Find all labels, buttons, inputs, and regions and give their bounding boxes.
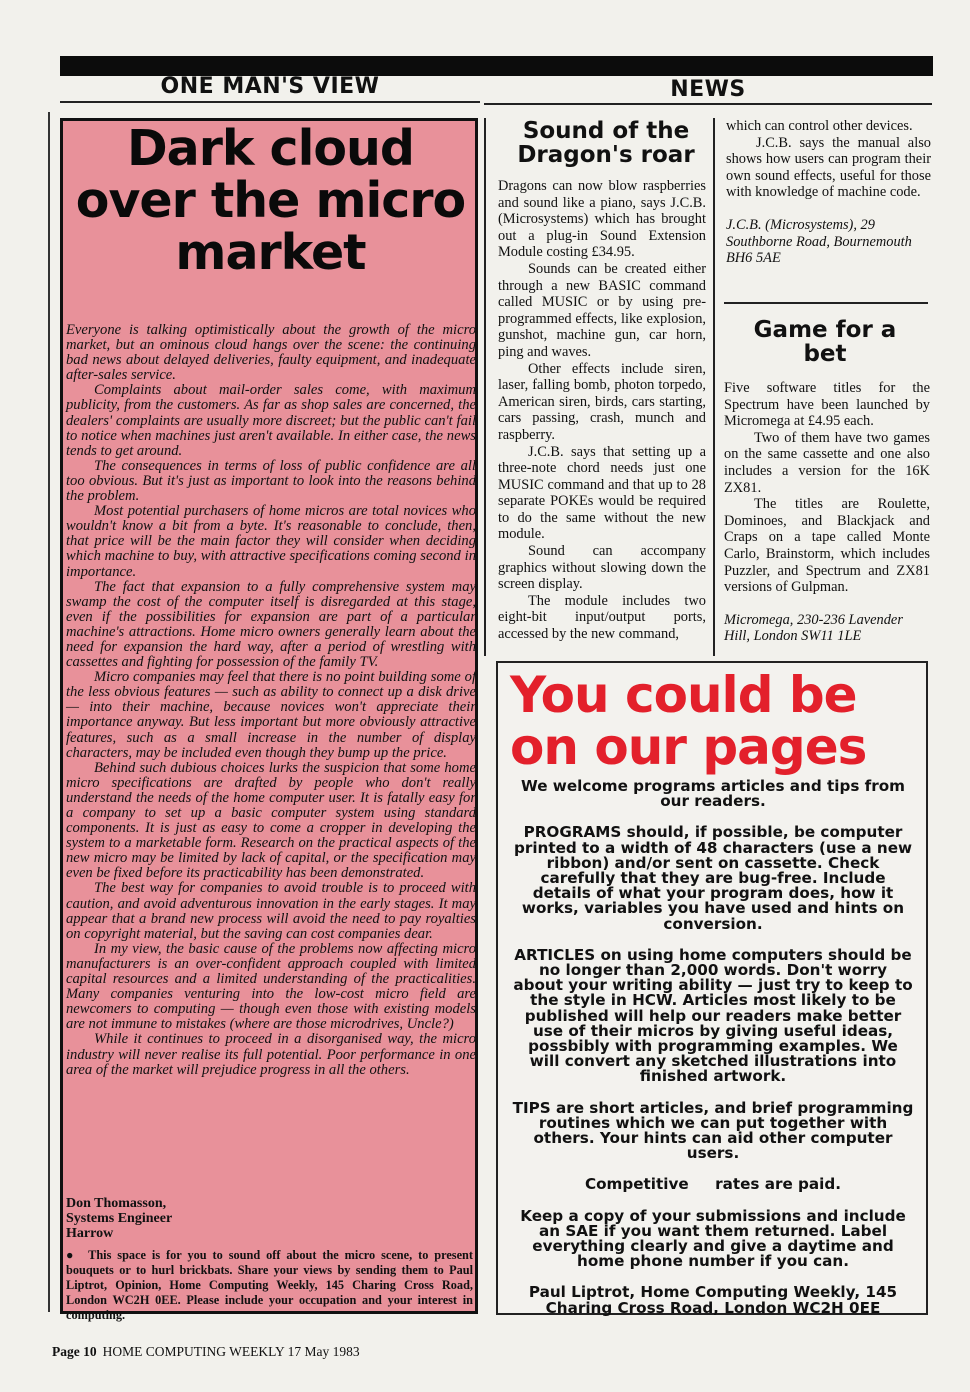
paragraph: The fact that expansion to a fully comprehensive system may swamp the cost of the computer itself is disregarded at this stage, even if the possibilities for expansion are part of a particular machine's attractions. Home micro owners generally learn about the need for expansion the hard way, after a period of wrestling with cassettes and fighting for possession of the family TV. — [66, 578, 476, 671]
top-bar — [60, 56, 933, 76]
author-name: Don Thomasson, — [66, 1196, 167, 1211]
paragraph: which can control other devices. — [726, 118, 913, 134]
bullet-icon: ● — [66, 1248, 89, 1262]
author-block — [66, 1196, 172, 1241]
paragraph: Most potential purchasers of home micros are total novices who wouldn't know a bit from a byte. It's reasonable to conclude, then, that price will be the main factor they will consider when deciding which machine to buy, with attractive specifications coming second in importance. — [66, 503, 476, 580]
opinion-box — [60, 118, 478, 1322]
ad-paragraph: Competitive rates are paid. — [584, 1175, 842, 1194]
news-body-dragon-continued — [726, 118, 931, 267]
ad-paragraph: PROGRAMS should, if possible, be computer printed to a width of 48 characters (use a new ribbon) and/or sent on cassette. Check carefully that they are bug-free. Include details of what your program does, how it works, variables you have used and hints on conversion. — [513, 823, 913, 933]
paragraph: Sounds can be created either through a new BASIC command called MUSIC or by using pre-programmed effects, like explosion, gunshot, machine gun, car horn, ping and waves. — [498, 260, 706, 360]
paragraph: The best way for companies to avoid trouble is to proceed with caution, and avoid adventurous innovation in the early stages. It may appear that a brand new process will avoid the need to pay royalties on copyright material, but the saving can cost companies dear. — [66, 880, 476, 942]
paragraph: The consequences in terms of loss of public confidence are all too obvious. But it's just as important to look into the reasons behind the problem. — [66, 457, 476, 505]
ad-title: You could be on our pages — [510, 666, 867, 776]
paragraph: Other effects include siren, laser, falling bomb, photon torpedo, American siren, birds, cars starting, cars passing, crash, munch and raspberry. — [498, 360, 706, 443]
divider — [60, 101, 480, 103]
news-address: Micromega, 230-236 Lavender Hill, London SW11 1LE — [724, 611, 903, 645]
news-headline-game: Game for a bet — [753, 317, 897, 367]
paragraph: J.C.B. says the manual also shows how users can program their own sound effects, useful for those with knowledge of machine code. — [726, 134, 931, 201]
paragraph: Dragons can now blow raspberries and sound like a piano, says J.C.B. (Microsystems) which has brought out a plug-in Sound Extension Module costing £34.95. — [498, 178, 706, 261]
divider — [48, 112, 50, 1312]
ad-content — [512, 779, 914, 1332]
ad-paragraph: Keep a copy of your submissions and include an SAE if you want them returned. Label everything clearly and give a daytime and home phone number if you can. — [520, 1206, 906, 1271]
divider — [724, 302, 928, 304]
page-footer — [52, 1344, 360, 1360]
news-address: J.C.B. (Microsystems), 29 Southborne Road, Bournemouth BH6 5AE — [726, 216, 912, 267]
divider — [713, 118, 715, 656]
section-heading-news: NEWS — [670, 77, 746, 102]
paragraph: Complaints about mail-order sales come, with maximum publicity, from the customers. As far as shop sales are concerned, the dealers' complaints are usually more discreet; but the public can't fail to notice when machines just aren't available. In either case, the news tends to get around. — [66, 382, 476, 459]
paragraph: J.C.B. says that setting up a three-note chord needs just one MUSIC command and that up to 28 separate POKEs would be required to do the same without the new module. — [498, 443, 706, 543]
paragraph: Sound can accompany graphics without slowing down the screen display. — [498, 543, 706, 593]
author-place: Harrow — [66, 1226, 114, 1241]
section-heading-opinion: ONE MAN'S VIEW — [160, 74, 380, 99]
ad-paragraph: TIPS are short articles, and brief programming routines which we can put together with others. Your hints can aid other computer users. — [512, 1098, 914, 1163]
ad-address: Paul Liptrot, Home Computing Weekly, 145 Charing Cross Road, London WC2H 0EE — [528, 1283, 898, 1317]
paragraph: Micro companies may feel that there is no point building some of the less obvious features — such as ability to connect up a disk drive — into their machine, because novices won't appreciate their importance anyway. But less important but more obviously attractive features, such as a small increase in the number of display characters, may be included even though they bump up the price. — [66, 669, 476, 761]
paragraph: Two of them have two games on the same cassette and one also includes a version for the 16K ZX81. — [724, 429, 930, 496]
paragraph: Everyone is talking optimistically about the growth of the micro market, but an ominous cloud hangs over the scene: the continuing bad news about delayed deliveries, faulty equipment, and inadequate after-sales service. — [66, 322, 476, 384]
news-body-dragon — [498, 178, 706, 643]
paragraph: The titles are Roulette, Dominoes, and Blackjack and Craps on a tape called Monte Carlo, Brainstorm, which includes Puzzler, and Spectrum and ZX81 versions of Gulpman. — [724, 496, 930, 596]
opinion-footnote — [66, 1248, 473, 1323]
page-number: Page 10 — [52, 1344, 97, 1359]
divider — [484, 118, 486, 656]
paragraph: The module includes two eight-bit input/output ports, accessed by the new command, — [498, 592, 706, 643]
news-body-game — [724, 380, 930, 645]
author-title: Systems Engineer — [66, 1211, 173, 1226]
opinion-headline: Dark cloud over the micro market — [75, 120, 466, 281]
paragraph: While it continues to proceed in a disorganised way, the micro industry will never realise its full potential. Poor performance in one area of the market will prejudice progress in all the others. — [66, 1031, 476, 1078]
publication-line: HOME COMPUTING WEEKLY 17 May 1983 — [102, 1344, 360, 1359]
paragraph: In my view, the basic cause of the problems now affecting micro manufacturers is an over-confident approach coupled with limited capital resources and a limited understanding of the practicalities. Many companies venturing into the low-cost micro field are newcomers to computing — though even those with existing models are not immune to mistakes (where are those microdrives, Uncle?) — [66, 940, 476, 1033]
contributors-ad — [496, 661, 928, 1315]
ad-paragraph: ARTICLES on using home computers should be no longer than 2,000 words. Don't worry about your writing ability — just try to keep to the style in HCW. Articles most likely to be published will help our readers make better use of their micros by giving useful ideas, possbibly with programming examples. We will convert any sketched illustrations into finished artwork. — [513, 945, 913, 1086]
news-headline-dragon: Sound of the Dragon's roar — [517, 118, 695, 168]
paragraph: Five software titles for the Spectrum have been launched by Micromega at £4.95 each. — [724, 380, 930, 430]
divider — [484, 103, 932, 105]
footnote-text: This space is for you to sound off about the micro scene, to present bouquets or to hurl brickbats. Share your views by sending them to Paul Liptrot, Opinion, Home Computing Weekly, 145 Charing Cross Road, London WC2H 0EE. Please include your occupation and your interest in computing. — [66, 1248, 473, 1322]
opinion-body — [66, 323, 476, 1078]
paragraph: Behind such dubious choices lurks the suspicion that some home micro specifications are drafted by people who don't really understand the needs of the home computer user. It is fatally easy for a company to set up a basic computer system using standard components. It is just as easy to come a cropper in developing the system to a marketable form. Research on the practical aspects of the new micro may be limited by lack of capital, or the specification may even be fixed before its practicability has been demonstrated. — [66, 759, 476, 882]
ad-paragraph: We welcome programs articles and tips from our readers. — [520, 777, 906, 811]
